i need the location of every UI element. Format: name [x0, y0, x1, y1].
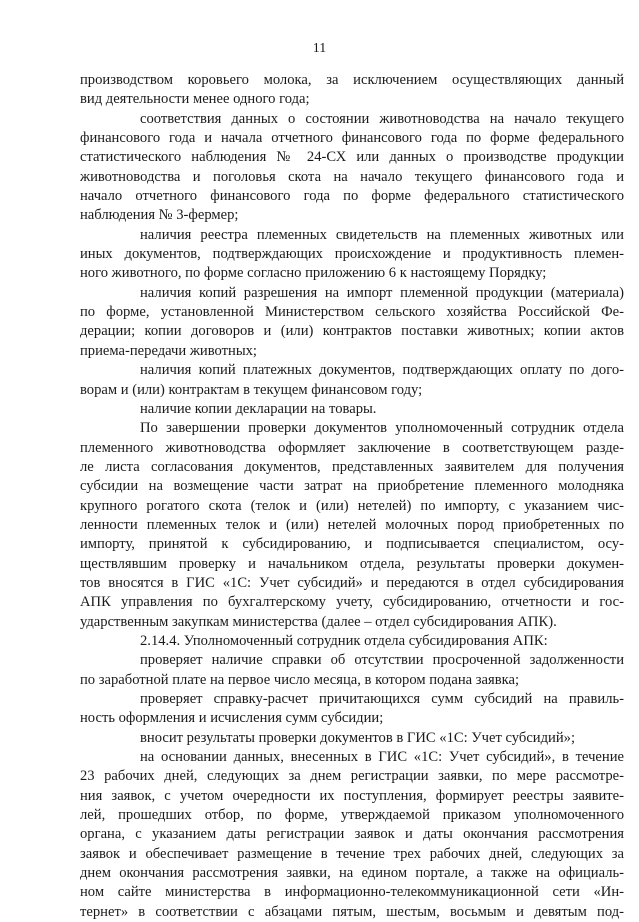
text-line: органа, с указанием даты регистрации заявок и даты окончания рассмотрения — [80, 826, 624, 843]
text-line: ния заявок, с учетом очередности их поступления, формирует реестры заявите- — [80, 787, 624, 804]
text-line: днем окончания рассмотрения заявки, на едином портале, а также на официаль- — [80, 865, 624, 882]
text-line: приема-передачи животных; — [80, 342, 257, 359]
text-line: финансового года и начала отчетного финансового года по форме федерального — [80, 130, 624, 147]
text-line: наличия копий платежных документов, подтверждающих оплату по дого- — [140, 362, 624, 379]
text-line: По завершении проверки документов уполномоченный сотрудник отдела — [140, 420, 624, 437]
text-line: наблюдения № 3-фермер; — [80, 207, 239, 224]
text-line: крупного рогатого скота (телок и (или) нетелей) по импорту, с указанием чис- — [80, 497, 624, 514]
text-line: ворам и (или) контрактам в текущем финансовом году; — [80, 381, 423, 398]
text-line: 23 рабочих дней, следующих за днем регистрации заявки, по мере рассмотре- — [80, 768, 624, 785]
text-line: 2.14.4. Уполномоченный сотрудник отдела субсидирования АПК: — [140, 632, 548, 649]
text-line: лей, прошедших отбор, по форме, утверждаемой приказом уполномоченного — [80, 807, 624, 824]
text-line: дерации; копии договоров и (или) контрактов поставки животных; копии актов — [80, 323, 624, 340]
text-line: ность оформления и исчисления сумм субсидии; — [80, 710, 384, 727]
text-line: заявок и обеспечивает размещение в течение трех рабочих дней, следующих за — [80, 845, 624, 862]
text-line: тов вносятся в ГИС «1С: Учет субсидий» и передаются в отдел субсидирования — [80, 574, 624, 591]
text-line: наличия реестра племенных свидетельств на племенных животных или — [140, 226, 624, 243]
text-line: ленности племенных телок и (или) нетелей молочных пород приобретенных по — [80, 516, 624, 533]
text-line: субсидии на возмещение части затрат на приобретение племенного молодняка — [80, 478, 624, 495]
text-line: вносит результаты проверки документов в ГИС «1С: Учет субсидий»; — [140, 729, 575, 746]
text-line: на основании данных, внесенных в ГИС «1С: Учет субсидий», в течение — [140, 749, 624, 766]
text-line: ударственным закупкам министерства (далее – отдел субсидирования АПК). — [80, 613, 557, 630]
text-line: проверяет наличие справки об отсутствии просроченной задолженности — [140, 652, 624, 669]
text-line: ном сайте министерства в информационно-телекоммуникационной сети «Ин- — [80, 884, 624, 901]
text-line: соответствия данных о состоянии животноводства на начало текущего — [140, 110, 624, 127]
text-line: племенного животноводства оформляет заключение в соответствующем разде- — [80, 439, 624, 456]
text-line: производством коровьего молока, за исключением осуществляющих данный — [80, 72, 624, 88]
text-line: по заработной плате на первое число месяца, в котором подана заявка; — [80, 671, 520, 688]
text-line: АПК управления по бухгалтерскому учету, субсидированию, отчетности и гос- — [80, 594, 624, 611]
text-line: статистического наблюдения № 24-СХ или данных о производстве продукции — [80, 149, 624, 166]
text-line: импорту, принятой к субсидированию, и подписывается специалистом, осу- — [80, 536, 624, 553]
text-line: иных документов, подтверждающих происхождение и продуктивность племен- — [80, 246, 624, 263]
text-line: тернет» в соответствии с абзацами пятым, шестым, восьмым и девятым под- — [80, 903, 624, 920]
text-line: по форме, установленной Министерством сельского хозяйства Российской Фе- — [80, 304, 624, 321]
text-line: вид деятельности менее одного года; — [80, 91, 310, 108]
text-line: животноводства и поголовья скота на начало текущего финансового года и — [80, 168, 624, 185]
document-body — [80, 71, 624, 922]
text-line: начало отчетного финансового года по форме федерального статистического — [80, 188, 624, 205]
text-line: ле листа согласования документов, представленных заявителем для получения — [80, 458, 624, 475]
text-line: наличие копии декларации на товары. — [140, 400, 377, 417]
page-number: 11 — [312, 41, 327, 56]
text-line: проверяет справку-расчет причитающихся сумм субсидий на правиль- — [140, 691, 624, 707]
text-line: ного животного, по форме согласно приложению 6 к настоящему Порядку; — [80, 265, 547, 282]
text-line: ществлявшим проверку и начальником отдела, результаты проверки докумен- — [80, 555, 624, 572]
text-line: наличия копий разрешения на импорт племенной продукции (материала) — [140, 284, 624, 301]
